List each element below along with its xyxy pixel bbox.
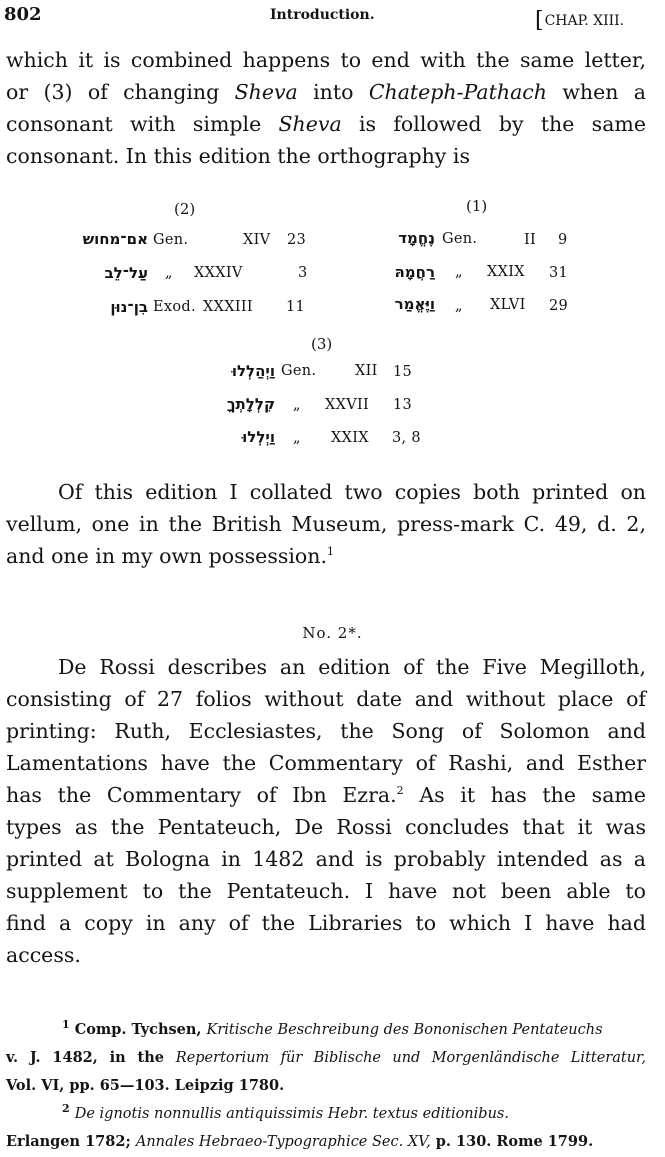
- g1-hebrew-3: וַיֶּאֱמַר: [394, 295, 435, 313]
- sheva-term-2: Sheva: [278, 112, 342, 136]
- footnote-1-line-3: Vol. VI, pp. 65—103. Leipzig 1780.: [6, 1077, 285, 1094]
- footnote-2-a: Erlangen 1782;: [6, 1133, 136, 1150]
- collation-line-3-text: and one in my own possession.: [6, 544, 327, 568]
- g2-hebrew-2: עַל־לֵב: [104, 264, 148, 282]
- footnote-2-title: De ignotis nonnullis antiquissimis Hebr. textus editionibus.: [74, 1106, 509, 1122]
- intro-paragraph: [6, 44, 646, 172]
- g1-book-2: „: [455, 264, 463, 280]
- g2-chapter-1: XIV: [243, 232, 271, 248]
- footnote-2-mark: 2: [62, 1102, 70, 1116]
- intro-line-2: or (3) of changing Sheva into Chateph-Pathach when a: [6, 80, 646, 104]
- footnotes: [6, 1016, 646, 1156]
- section-line-8: supplement to the Pentateuch. I have not been able to: [6, 879, 646, 903]
- g1-chapter-3: XLVI: [490, 297, 526, 313]
- section-line-10: access.: [6, 943, 81, 967]
- section-paragraph: [6, 651, 646, 971]
- g3-verse-3: 3, 8: [392, 430, 421, 446]
- g1-book-3: „: [455, 298, 463, 314]
- g1-verse-1: 9: [558, 232, 568, 248]
- section-title: No. 2*.: [302, 624, 363, 642]
- section-line-1: De Rossi describes an edition of the Five Megilloth,: [58, 655, 646, 679]
- g1-chapter-1: II: [524, 232, 537, 248]
- g1-chapter-2: XXIX: [487, 264, 525, 280]
- g3-chapter-1: XII: [355, 363, 378, 379]
- section-line-3: printing: Ruth, Ecclesiastes, the Song of Solomon and: [6, 719, 646, 743]
- g3-verse-1: 15: [393, 364, 413, 380]
- intro-line-4: consonant. In this edition the orthography is: [6, 144, 470, 168]
- running-title: Introduction.: [270, 7, 375, 23]
- g3-hebrew-3: וַיְלְלוּ: [242, 428, 275, 446]
- g1-verse-2: 31: [549, 265, 569, 281]
- g3-hebrew-2: קִלְלָתְךָ: [226, 395, 275, 413]
- intro-line-3: consonant with simple Sheva is followed by the same: [6, 112, 646, 136]
- g3-verse-2: 13: [393, 397, 413, 413]
- g2-chapter-3: XXXIII: [203, 299, 253, 315]
- footnote-1-line-1: [6, 1016, 646, 1044]
- g3-chapter-3: XXIX: [331, 430, 369, 446]
- section-line-5-tail: As it has the same: [403, 783, 646, 807]
- page-number: 802: [4, 4, 42, 25]
- intro-line-1: which it is combined happens to end with the same letter,: [6, 48, 646, 72]
- g2-hebrew-3: בִן־נוּן: [110, 298, 148, 316]
- section-line-6: types as the Pentateuch, De Rossi concludes that it was: [6, 815, 646, 839]
- section-line-5: [6, 779, 646, 811]
- section-line-4: Lamentations have the Commentary of Rashi, and Esther: [6, 751, 646, 775]
- g1-hebrew-2: רַחֲמָהּ: [394, 263, 435, 281]
- g1-book-1: Gen.: [442, 231, 478, 247]
- footnote-1-c: v. J. 1482, in the: [6, 1049, 176, 1066]
- collation-paragraph: [6, 476, 646, 572]
- g1-verse-3: 29: [549, 298, 569, 314]
- g1-hebrew-1: נֶחֱמָד: [398, 229, 435, 247]
- group-1-label: (1): [466, 197, 488, 215]
- g3-book-3: „: [293, 430, 301, 446]
- chateph-term: Chateph-Pathach: [368, 80, 547, 104]
- chapter-label: [CHAP. XIII.: [535, 8, 625, 33]
- g3-book-2: „: [293, 397, 301, 413]
- section-line-7: printed at Bologna in 1482 and is probably intended as a: [6, 847, 646, 871]
- footnote-2-line-1: [6, 1100, 646, 1128]
- g2-verse-3: 11: [286, 299, 306, 315]
- group-3-label: (3): [311, 335, 333, 353]
- sheva-term: Sheva: [234, 80, 298, 104]
- g2-book-1: Gen.: [153, 232, 189, 248]
- footnote-1-title: Kritische Beschreibung des Bononischen Pentateuchs: [206, 1022, 603, 1038]
- g2-chapter-2: XXXIV: [194, 265, 243, 281]
- footnote-2-annales: Annales Hebraeo-Typographice Sec. XV,: [135, 1134, 431, 1150]
- chapter-text: CHAP. XIII.: [544, 13, 625, 29]
- footnote-2-line-2: [6, 1128, 646, 1156]
- g2-verse-1: 23: [287, 232, 307, 248]
- section-line-2: consisting of 27 folios without date and without place of: [6, 687, 646, 711]
- group-2-label: (2): [174, 200, 196, 218]
- g3-book-1: Gen.: [281, 363, 317, 379]
- section-line-9: find a copy in any of the Libraries to which I have had: [6, 911, 646, 935]
- collation-line-2: vellum, one in the British Museum, press-mark C. 49, d. 2,: [6, 512, 646, 536]
- collation-line-1: Of this edition I collated two copies both printed on: [58, 480, 646, 504]
- footnote-ref-2: 2: [396, 784, 404, 798]
- footnote-1-a: Comp. Tychsen,: [74, 1021, 207, 1038]
- g2-book-2: „: [165, 265, 173, 281]
- g2-verse-2: 3: [298, 265, 308, 281]
- footnote-1-mark: 1: [62, 1018, 70, 1032]
- g3-chapter-2: XXVII: [325, 397, 370, 413]
- footnote-ref-1: 1: [326, 545, 334, 559]
- collation-line-3: [6, 540, 646, 572]
- g2-book-3: Exod.: [153, 299, 196, 315]
- footnote-1-line-2: [6, 1044, 646, 1072]
- footnote-1-journal: Repertorium für Biblische und Morgenländische Litteratur,: [175, 1050, 646, 1066]
- g3-hebrew-1: וַיְהַלְלוּ: [231, 362, 275, 380]
- footnote-2-c: p. 130. Rome 1799.: [430, 1133, 594, 1150]
- g2-hebrew-1: אם־מחוש: [82, 230, 148, 248]
- section-line-5-head: has the Commentary of Ibn Ezra.: [6, 783, 397, 807]
